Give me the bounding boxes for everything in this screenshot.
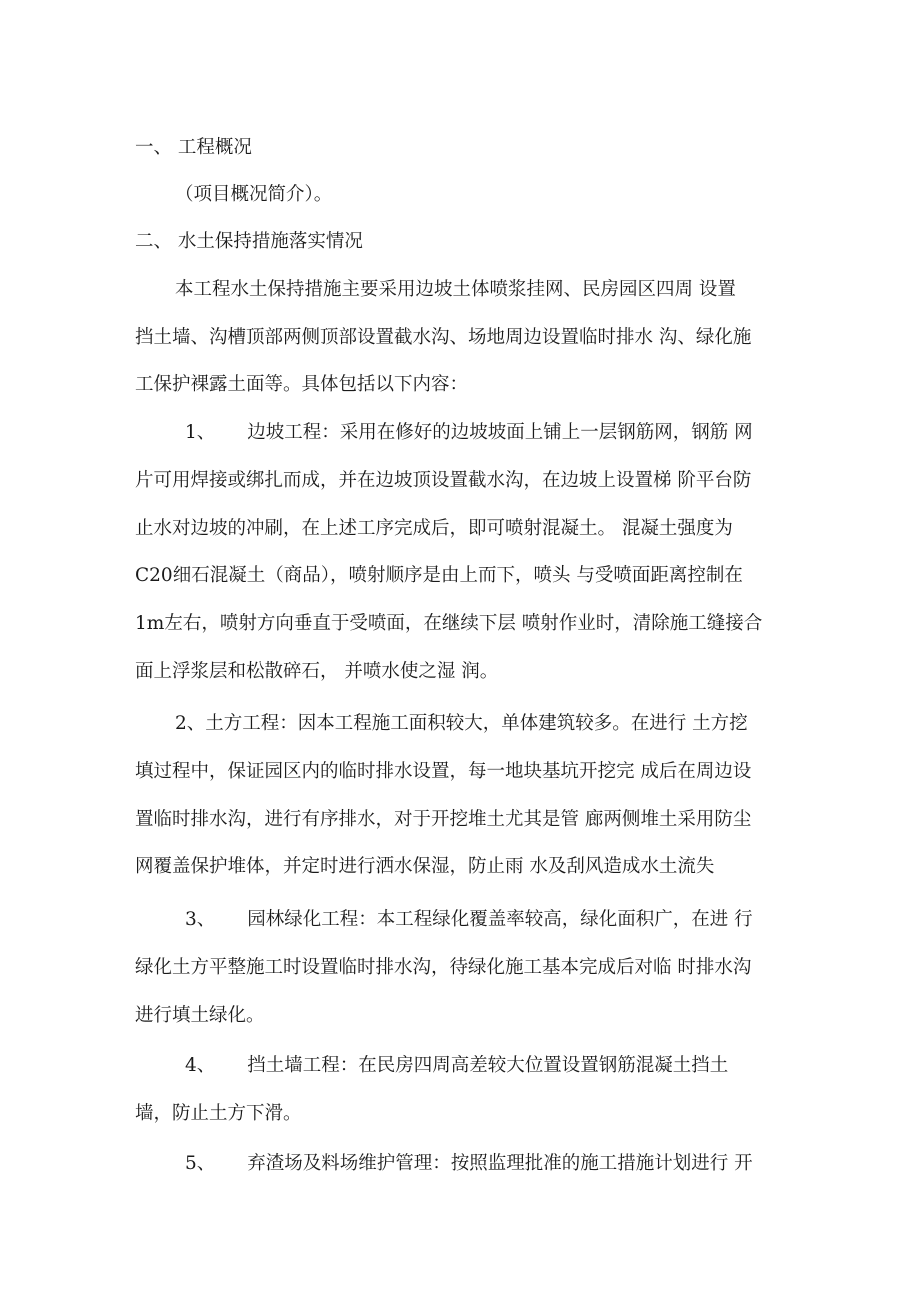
list-item-text: 土方工程：因本工程施工面积较大，单体建筑较多。在进行 土方挖 <box>205 713 748 734</box>
list-item-first-line <box>185 1152 753 1176</box>
list-item-number: 2、 <box>175 713 206 734</box>
list-item-line: 面上浮浆层和松散碎石， 并喷水使之湿 润。 <box>135 661 499 682</box>
intro-line-2: 挡土墙、沟槽顶部两侧顶部设置截水沟、场地周边设置临时排水 沟、绿化施 <box>135 327 752 348</box>
list-item-line: 止水对边坡的冲刷，在上述工序完成后，即可喷射混凝土。 混凝土强度为 <box>135 518 733 539</box>
list-item-number: 4、 <box>185 1055 216 1076</box>
intro-line-3: 工保护裸露土面等。具体包括以下内容： <box>135 374 469 395</box>
list-item-text: 挡土墙工程：在民房四周高差较大位置设置钢筋混凝土挡土 <box>247 1055 729 1076</box>
list-item-line: 绿化土方平整施工时设置临时排水沟，待绿化施工基本完成后对临 时排水沟 <box>135 957 752 978</box>
section-heading-1: 一、 工程概况 <box>135 137 252 158</box>
list-item-first-line <box>185 908 753 932</box>
list-item-text: 园林绿化工程：本工程绿化覆盖率较高，绿化面积广，在进 行 <box>247 909 753 930</box>
section-heading-2: 二、 水土保持措施落实情况 <box>135 231 363 252</box>
list-item-first-line <box>175 712 748 736</box>
list-item-line: C20细石混凝土（商品），喷射顺序是由上而下，喷头 与受喷面距离控制在 <box>135 565 743 586</box>
list-item-text: 弃渣场及料场维护管理：按照监理批准的施工措施计划进行 开 <box>247 1153 753 1174</box>
list-item-text: 边坡工程：采用在修好的边坡坡面上铺上一层钢筋网，钢筋 网 <box>247 422 753 443</box>
section-body-1: （项目概况简介）。 <box>175 184 333 205</box>
list-item-line: 进行填土绿化。 <box>135 1005 265 1026</box>
list-item-first-line <box>185 1054 728 1078</box>
list-item-line: 置临时排水沟，进行有序排水，对于开挖堆土尤其是管 廊两侧堆土采用防尘 <box>135 809 752 830</box>
list-item-number: 5、 <box>185 1153 216 1174</box>
list-item-number: 1、 <box>185 422 216 443</box>
list-item-number: 3、 <box>185 909 216 930</box>
list-item-line: 墙，防止土方下滑。 <box>135 1103 302 1124</box>
list-item-line: 网覆盖保护堆体，并定时进行洒水保湿，防止雨 水及刮风造成水土流失 <box>135 856 715 877</box>
list-item-line: 片可用焊接或绑扎而成，并在边坡顶设置截水沟，在边坡上设置梯 阶平台防 <box>135 470 752 491</box>
list-item-line: 填过程中，保证园区内的临时排水设置，每一地块基坑开挖完 成后在周边设 <box>135 761 752 782</box>
intro-line-1: 本工程水土保持措施主要采用边坡土体喷浆挂网、民房园区四周 设置 <box>175 279 736 300</box>
list-item-line: 1m左右，喷射方向垂直于受喷面，在继续下层 喷射作业时，清除施工缝接合 <box>135 613 763 634</box>
list-item-first-line <box>185 421 753 445</box>
